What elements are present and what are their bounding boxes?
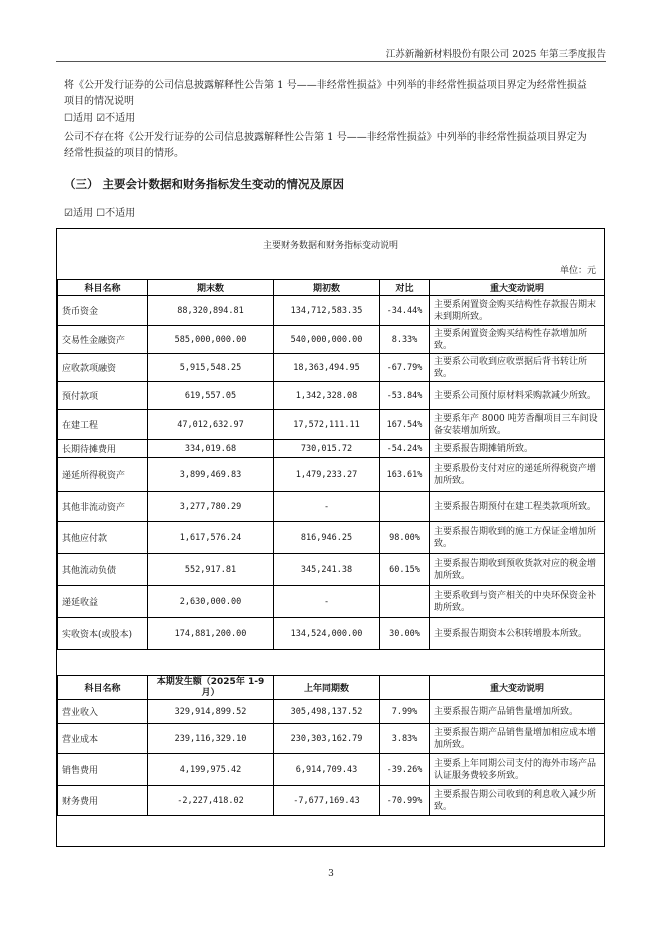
value-current: 329,914,899.52 (148, 700, 274, 724)
account-name: 其他流动负债 (58, 554, 148, 586)
account-name: 财务费用 (58, 786, 148, 816)
change-explanation: 主要系报告期收到的施工方保证金增加所致。 (430, 522, 605, 554)
intro-line-3: 公司不存在将《公开发行证券的公司信息披露解释性公告第 1 号——非经常性损益》中列举的非经常性损益项目界定为 (64, 132, 587, 143)
change-explanation: 主要系闲置资金购买结构性存款增加所致。 (430, 326, 605, 354)
value-prior: 6,914,709.43 (274, 754, 380, 786)
account-name: 其他非流动资产 (58, 492, 148, 522)
account-name: 销售费用 (58, 754, 148, 786)
value-current: 619,557.05 (148, 382, 274, 410)
intro-line-4: 经常性损益的项目的情形。 (64, 148, 184, 159)
table-unit: 单位：元 (559, 266, 596, 276)
change-explanation: 主要系报告期产品销售量增加所致。 (430, 700, 605, 724)
change-explanation: 主要系报告期资本公积转增股本所致。 (430, 618, 605, 650)
value-prior: 1,479,233.27 (274, 458, 380, 492)
account-name: 货币资金 (58, 296, 148, 326)
value-prior: 230,303,162.79 (274, 724, 380, 754)
table-row (58, 492, 605, 522)
value-current: 585,000,000.00 (148, 326, 274, 354)
account-name: 交易性金融资产 (58, 326, 148, 354)
value-prior: - (274, 492, 380, 522)
value-current: 1,617,576.24 (148, 522, 274, 554)
value-prior: 1,342,328.08 (274, 382, 380, 410)
header-change (380, 676, 430, 700)
financial-changes-table (56, 228, 605, 847)
change-pct: 8.33% (380, 326, 430, 354)
table-row (58, 724, 605, 754)
income-statement-table (57, 675, 605, 816)
value-current: 239,116,329.10 (148, 724, 274, 754)
value-prior: 134,524,000.00 (274, 618, 380, 650)
change-pct: -70.99% (380, 786, 430, 816)
table-header-row (58, 280, 605, 296)
table-header-row (58, 676, 605, 700)
account-name: 递延收益 (58, 586, 148, 618)
header-current-period: 本期发生额（2025年 1-9 月） (148, 676, 274, 700)
account-name: 应收款项融资 (58, 354, 148, 382)
document-header: 江苏新瀚新材料股份有限公司 2025 年第三季度报告 (385, 49, 606, 60)
value-prior: 305,498,137.52 (274, 700, 380, 724)
account-name: 其他应付款 (58, 522, 148, 554)
change-pct: 3.83% (380, 724, 430, 754)
header-account: 科目名称 (58, 676, 148, 700)
value-current: 3,899,469.83 (148, 458, 274, 492)
applicability-checkbox-1: ☐适用 ☑不适用 (64, 113, 136, 124)
section-title: （三） 主要会计数据和财务指标发生变动的情况及原因 (64, 177, 345, 191)
value-current: 3,277,780.29 (148, 492, 274, 522)
change-explanation: 主要系收到与资产相关的中央环保资金补助所致。 (430, 586, 605, 618)
value-current: 174,881,200.00 (148, 618, 274, 650)
value-current: 2,630,000.00 (148, 586, 274, 618)
change-pct: 167.54% (380, 410, 430, 440)
table-row (58, 554, 605, 586)
value-prior: - (274, 586, 380, 618)
table-row (58, 458, 605, 492)
change-pct: -54.24% (380, 440, 430, 458)
value-prior: 345,241.38 (274, 554, 380, 586)
table-row (58, 700, 605, 724)
change-explanation: 主要系报告期摊销所致。 (430, 440, 605, 458)
value-current: 47,012,632.97 (148, 410, 274, 440)
value-current: -2,227,418.02 (148, 786, 274, 816)
change-explanation: 主要系上年同期公司支付的海外市场产品认证服务费较多所致。 (430, 754, 605, 786)
value-current: 5,915,548.25 (148, 354, 274, 382)
value-current: 4,199,975.42 (148, 754, 274, 786)
account-name: 实收资本(或股本) (58, 618, 148, 650)
header-divider (56, 61, 606, 62)
table-row (58, 440, 605, 458)
table-row (58, 326, 605, 354)
table-caption: 主要财务数据和财务指标变动说明 (262, 241, 398, 251)
table-row (58, 354, 605, 382)
change-pct: -34.44% (380, 296, 430, 326)
header-explanation: 重大变动说明 (430, 676, 605, 700)
change-explanation: 主要系报告期预付在建工程类款项所致。 (430, 492, 605, 522)
header-change: 对比 (380, 280, 430, 296)
change-pct: 30.00% (380, 618, 430, 650)
change-pct (380, 492, 430, 522)
account-name: 预付款项 (58, 382, 148, 410)
change-explanation: 主要系报告期产品销售量增加相应成本增加所致。 (430, 724, 605, 754)
table-row (58, 296, 605, 326)
value-prior: 816,946.25 (274, 522, 380, 554)
value-prior: 134,712,583.35 (274, 296, 380, 326)
intro-line-2: 项目的情况说明 (64, 96, 134, 107)
change-pct: 163.61% (380, 458, 430, 492)
value-prior: 730,015.72 (274, 440, 380, 458)
header-period-end: 期末数 (148, 280, 274, 296)
value-current: 552,917.81 (148, 554, 274, 586)
change-pct: 60.15% (380, 554, 430, 586)
value-prior: -7,677,169.43 (274, 786, 380, 816)
balance-sheet-table (57, 279, 605, 650)
header-prior-period: 上年同期数 (274, 676, 380, 700)
change-pct: 7.99% (380, 700, 430, 724)
header-explanation: 重大变动说明 (430, 280, 605, 296)
account-name: 长期待摊费用 (58, 440, 148, 458)
table-row (58, 382, 605, 410)
header-account: 科目名称 (58, 280, 148, 296)
change-pct: -53.84% (380, 382, 430, 410)
change-pct: -39.26% (380, 754, 430, 786)
account-name: 在建工程 (58, 410, 148, 440)
change-pct: -67.79% (380, 354, 430, 382)
applicability-checkbox-2: ☑适用 ☐不适用 (64, 208, 136, 219)
change-explanation: 主要系年产 8000 吨芳香酮项目三车间设备安装增加所致。 (430, 410, 605, 440)
value-prior: 18,363,494.95 (274, 354, 380, 382)
change-explanation: 主要系闲置资金购买结构性存款报告期末未到期所致。 (430, 296, 605, 326)
account-name: 营业成本 (58, 724, 148, 754)
table-row (58, 586, 605, 618)
change-explanation: 主要系股份支付对应的递延所得税资产增加所致。 (430, 458, 605, 492)
account-name: 营业收入 (58, 700, 148, 724)
change-explanation: 主要系报告期收到预收货款对应的税金增加所致。 (430, 554, 605, 586)
value-current: 88,320,894.81 (148, 296, 274, 326)
value-prior: 540,000,000.00 (274, 326, 380, 354)
table-row (58, 754, 605, 786)
page-number: 3 (328, 869, 334, 879)
change-explanation: 主要系报告期公司收到的利息收入减少所致。 (430, 786, 605, 816)
intro-line-1: 将《公开发行证券的公司信息披露解释性公告第 1 号——非经常性损益》中列举的非经常性损益项目界定为经常性损益 (64, 80, 587, 91)
table-row (58, 410, 605, 440)
table-row (58, 786, 605, 816)
value-prior: 17,572,111.11 (274, 410, 380, 440)
account-name: 递延所得税资产 (58, 458, 148, 492)
table-row (58, 522, 605, 554)
table-row (58, 618, 605, 650)
change-pct: 98.00% (380, 522, 430, 554)
header-period-start: 期初数 (274, 280, 380, 296)
change-explanation: 主要系公司预付原材料采购款减少所致。 (430, 382, 605, 410)
value-current: 334,019.68 (148, 440, 274, 458)
change-pct (380, 586, 430, 618)
change-explanation: 主要系公司收到应收票据后背书转让所致。 (430, 354, 605, 382)
